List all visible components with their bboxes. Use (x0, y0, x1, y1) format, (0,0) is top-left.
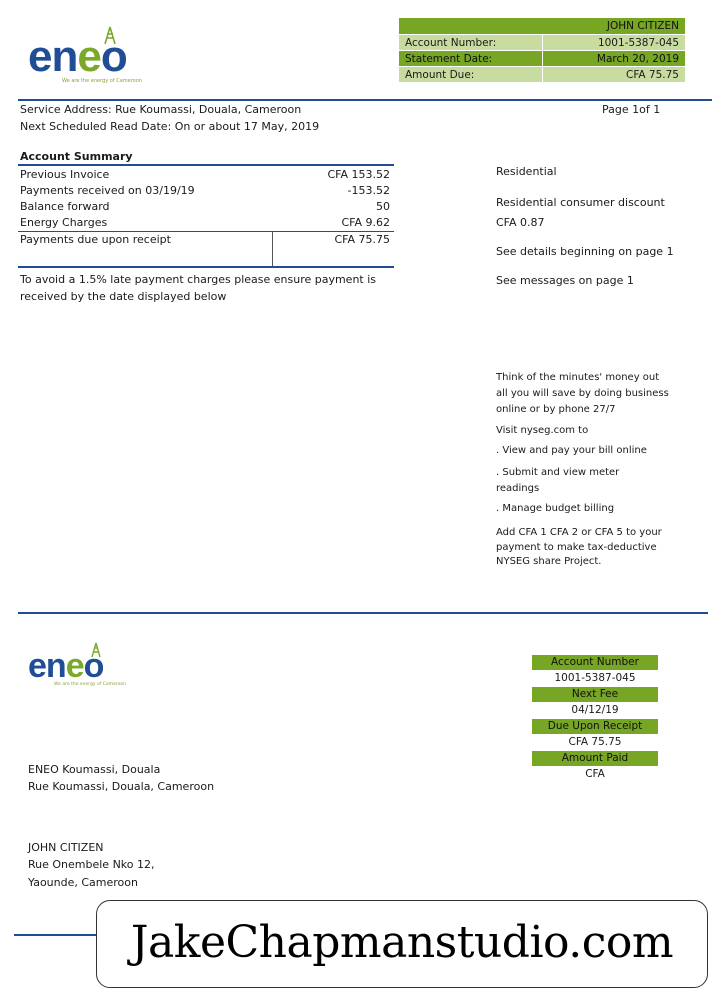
late-notice-line2: received by the date displayed below (20, 290, 227, 303)
summary-title: Account Summary (20, 150, 133, 163)
stub-next-fee-label: Next Fee (532, 687, 658, 702)
summary-row: Payments received on 03/19/19 -153.52 (20, 184, 390, 197)
customer-name: JOHN CITIZEN (606, 20, 679, 32)
brand-logo: eneo We are the energy of Cameroon (28, 26, 158, 88)
late-notice-line1: To avoid a 1.5% late payment charges please ensure payment is (20, 273, 377, 286)
stub-divider (18, 612, 708, 614)
stub-account-value: 1001-5387-045 (554, 672, 636, 684)
stub-brand-logo: eneo We are the energy of Cameroon (28, 642, 138, 692)
statement-header (398, 17, 686, 83)
due-value: CFA 75.75 (334, 233, 390, 246)
summary-row: Balance forward 50 (20, 200, 390, 213)
page-indicator: Page 1of 1 (602, 103, 661, 116)
summary-row: Energy Charges CFA 9.62 (20, 216, 390, 229)
statement-date-label: Statement Date: (405, 52, 493, 65)
promo-bullet: . View and pay your bill online (496, 445, 647, 456)
stub-next-fee-value: 04/12/19 (571, 704, 619, 716)
sender-line1: ENEO Koumassi, Douala (28, 763, 161, 776)
stub-paid-label: Amount Paid (532, 751, 658, 766)
sender-line2: Rue Koumassi, Douala, Cameroon (28, 780, 215, 793)
amount-due-value: CFA 75.75 (626, 68, 679, 81)
stub-due-value: CFA 75.75 (568, 736, 622, 748)
promo-bullet: . Submit and view meter (496, 467, 620, 478)
stub-paid-value: CFA (585, 768, 605, 780)
next-read-date: Next Scheduled Read Date: On or about 17 May, 2019 (20, 120, 320, 133)
stub-account-label: Account Number (532, 655, 658, 670)
stub-tagline: We are the energy of Cameroon (54, 682, 126, 687)
promo-bullet: . Manage budget billing (496, 503, 615, 514)
brand-tagline: We are the energy of Cameroon (62, 78, 142, 84)
account-number-label: Account Number: (405, 36, 497, 49)
due-label: Payments due upon receipt (18, 232, 273, 266)
recipient-city: Yaounde, Cameroon (28, 876, 138, 889)
summary-row: Previous Invoice CFA 153.52 (20, 168, 390, 181)
promo-block: Think of the minutes' money out all you will save by doing business online or by phone 27/7 Visit nyseg.com to . View and pay your bill online . Submit and view meter readings . Manage budget billing Add CFA 1 CFA 2 or CFA 5 to your payment to make tax-deductive NYSEG share Project. (496, 372, 669, 567)
promo-visit: Visit nyseg.com to (496, 425, 589, 436)
account-number-value: 1001-5387-045 (597, 36, 679, 49)
discount-value: CFA 0.87 (496, 216, 545, 229)
header-divider (18, 99, 712, 101)
amount-due-label: Amount Due: (405, 68, 475, 81)
remittance-boxes (532, 655, 658, 783)
messages-note: See messages on page 1 (496, 274, 634, 287)
watermark-box (96, 900, 708, 988)
discount-label: Residential consumer discount (496, 196, 665, 209)
service-address: Service Address: Rue Koumassi, Douala, Cameroon (20, 103, 302, 116)
recipient-name: JOHN CITIZEN (28, 841, 104, 854)
stub-due-label: Due Upon Receipt (532, 719, 658, 734)
details-note: See details beginning on page 1 (496, 245, 674, 258)
watermark-text: JakeChapmanstudio.com (130, 917, 674, 968)
recipient-street: Rue Onembele Nko 12, (28, 858, 155, 871)
account-summary (18, 150, 394, 268)
statement-date-value: March 20, 2019 (596, 52, 679, 65)
account-type: Residential (496, 165, 557, 178)
